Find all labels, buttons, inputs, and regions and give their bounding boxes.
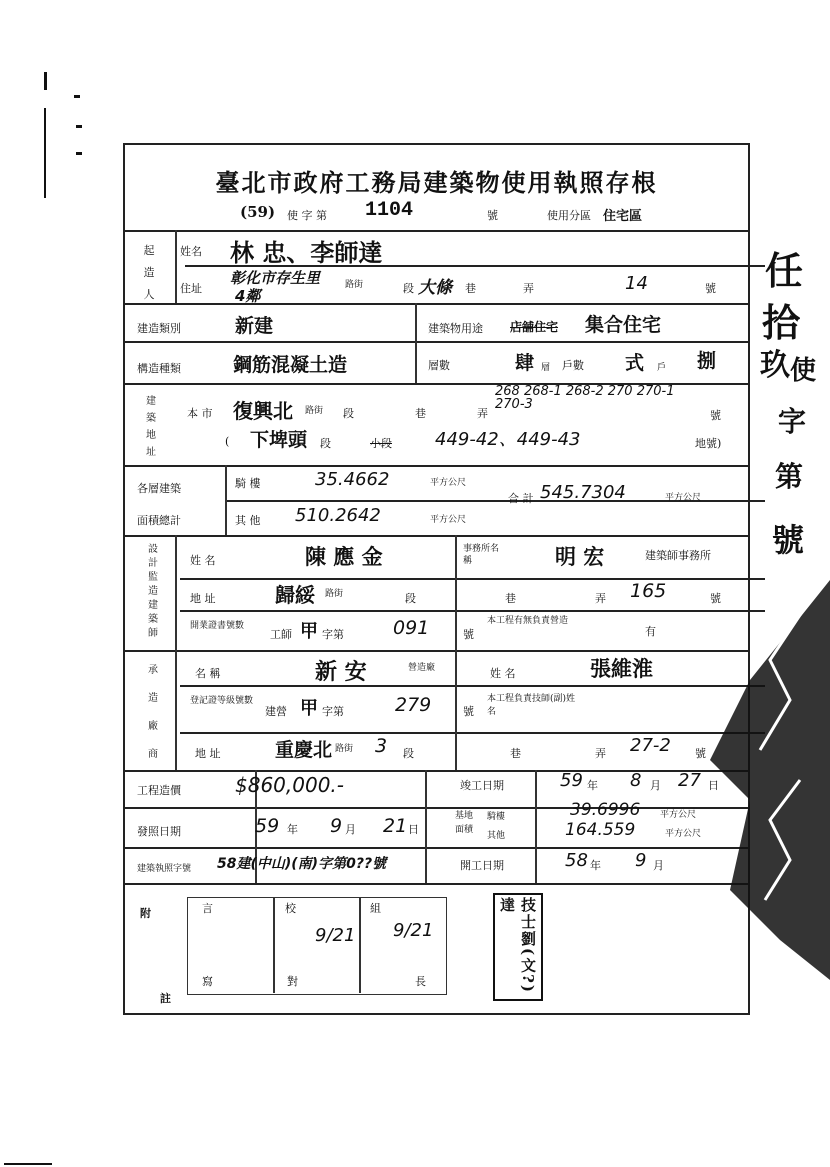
contractor-person-value: 張維淮: [590, 657, 653, 681]
contractor-address-label: 地 址: [195, 747, 221, 760]
approval-stamp: 技士劉(文?)達: [493, 893, 543, 1001]
side-mark: 字: [778, 405, 807, 438]
contractor-reg-mid: 字第: [322, 705, 344, 718]
building-use-struck: 店舖住宅: [510, 320, 559, 334]
site-city-prefix: 本 市: [187, 407, 213, 420]
owner-address-city: 彰化市存生里: [230, 269, 321, 287]
area-floor-value: 35.4662: [315, 469, 390, 490]
area-label-line2: 面積總計: [137, 514, 181, 527]
permit-prefix: 使 字 第: [287, 209, 327, 222]
other-area-label: 其他: [487, 831, 506, 841]
area-unit-other: 平方公尺: [665, 829, 702, 839]
owner-name-value: 林 忠、李師達: [230, 239, 383, 267]
form-title: 臺北市政府工務局建築物使用執照存根: [215, 168, 658, 197]
designer-responsible-label: 本工程有無負責營造: [487, 616, 569, 626]
completion-month: 8: [630, 770, 642, 791]
other-area-value: 164.559: [565, 820, 636, 840]
building-use-value: 集合住宅: [585, 314, 662, 336]
structure-label: 構造種類: [137, 362, 181, 375]
side-mark: 使: [790, 356, 817, 386]
side-mark: 第: [775, 460, 804, 493]
start-label: 開工日期: [460, 859, 504, 872]
permit-number: 1104: [365, 199, 414, 222]
designer-license-suffix: 號: [463, 628, 474, 641]
site-number-upper: 268 268-1 268-2 270 270-1 270-3: [495, 384, 675, 412]
site-alley-unit: 弄: [477, 407, 488, 420]
ink-smudge: [690, 560, 830, 980]
notes-col3-bottom: 長: [415, 975, 426, 988]
site-lot-numbers: 449-42、449-43: [435, 429, 581, 450]
owner-road-label: 路街: [345, 280, 364, 290]
permit-suffix: 號: [487, 209, 498, 222]
site-lot-area: 下埤頭: [250, 429, 308, 451]
designer-number-unit: 號: [710, 592, 721, 605]
contractor-lane-unit: 巷: [510, 747, 521, 760]
margin-mark: [76, 152, 82, 155]
designer-license-number: 091: [393, 617, 430, 639]
permit-value: 58建(中山)(南)字第0??號: [217, 856, 387, 872]
side-mark: 任: [765, 249, 804, 293]
owner-section-label: 起造人: [143, 244, 155, 301]
contractor-section-unit: 段: [403, 747, 414, 760]
owner-house-number: 14: [625, 273, 648, 294]
owner-name-label: 姓名: [180, 245, 202, 258]
contractor-reg-suffix: 號: [463, 705, 474, 718]
notes-col1-bottom: 寫: [202, 975, 213, 988]
construction-type-value: 新建: [235, 315, 274, 337]
designer-address-number: 165: [630, 580, 667, 602]
owner-section-unit: 段: [403, 282, 414, 295]
completion-day: 27: [678, 770, 701, 791]
owner-alley-label: 弄: [523, 282, 534, 295]
construction-type-label: 建造類別: [137, 322, 181, 335]
site-number-unit: 號: [710, 409, 721, 422]
contractor-reg-grade: 甲: [300, 698, 318, 719]
arcade-label: 騎樓: [487, 812, 506, 822]
area-unit-2: 平方公尺: [430, 515, 467, 525]
owner-address-label: 住址: [180, 282, 202, 295]
designer-section-unit: 段: [405, 592, 416, 605]
margin-mark: [76, 125, 82, 128]
designer-office-suffix: 建築師事務所: [645, 549, 711, 562]
floors-label: 層數: [428, 359, 450, 372]
area-floor-label: 騎 樓: [235, 477, 261, 490]
site-label: 建築地址: [146, 396, 156, 458]
side-mark: 拾: [762, 301, 801, 345]
households-label: 戶數: [562, 359, 584, 372]
owner-lane-label: 巷: [465, 282, 476, 295]
designer-name-value: 陳 應 金: [305, 545, 383, 569]
contractor-number-unit: 號: [695, 747, 706, 760]
designer-lane-unit: 巷: [505, 592, 516, 605]
designer-address-road: 歸綏: [275, 583, 315, 607]
designer-license-mid: 字第: [322, 628, 344, 641]
floors-value: 肆: [515, 352, 535, 374]
site-road-unit: 路街: [305, 406, 324, 416]
start-year: 58: [565, 850, 588, 871]
notes-initial-1: 9/21: [315, 925, 356, 946]
issue-day: 21: [383, 815, 408, 837]
contractor-person-label: 姓 名: [490, 667, 516, 680]
area-unit-1: 平方公尺: [430, 478, 467, 488]
contractor-section-label: 承造廠商: [148, 665, 158, 760]
start-month-unit: 月: [653, 859, 664, 872]
margin-mark: [74, 95, 80, 98]
designer-office-value: 明 宏: [555, 545, 605, 569]
contractor-address-number: 27-2: [630, 735, 671, 756]
start-month: 9: [635, 850, 647, 871]
start-year-unit: 年: [590, 859, 601, 872]
designer-office-label: 事務所名稱: [463, 544, 500, 566]
cost-value: $860,000.-: [235, 773, 345, 797]
designer-name-label: 姓 名: [190, 554, 216, 567]
completion-year-unit: 年: [587, 779, 598, 792]
site-section-unit: 段: [343, 407, 354, 420]
permit-label: 建築執照字號: [137, 864, 192, 874]
issue-month: 9: [330, 815, 343, 837]
contractor-name-label: 名 稱: [195, 667, 221, 680]
notes-label-top: 附: [140, 907, 151, 920]
notes-label-bottom: 註: [160, 992, 171, 1005]
notes-col1-top: 言: [202, 902, 213, 915]
permit-form: [123, 143, 750, 1015]
issue-label: 發照日期: [137, 825, 181, 838]
floors-unit: 層: [541, 363, 551, 373]
designer-section-label: 設計監造建築師: [148, 544, 158, 639]
contractor-name-value: 新 安: [315, 660, 367, 685]
area-unit-3: 平方公尺: [665, 493, 702, 503]
completion-month-unit: 月: [650, 779, 661, 792]
site-road-value: 復興北: [233, 399, 293, 423]
cost-label: 工程造價: [137, 784, 181, 797]
side-mark: 玖: [760, 348, 790, 383]
contractor-alley-unit: 弄: [595, 747, 606, 760]
designer-license-label: 開業證書號數: [190, 621, 245, 631]
notes-initial-2: 9/21: [393, 920, 434, 941]
households-extra: 捌: [697, 350, 717, 372]
notes-col2-top: 校: [285, 902, 296, 915]
contractor-tech-label: 本工程負責技師(副)姓名: [487, 694, 576, 717]
owner-address-neighborhood: 4鄰: [235, 287, 261, 305]
site-lot-prefix: (: [225, 435, 230, 448]
contractor-reg-number: 279: [395, 694, 432, 716]
site-lane-unit: 巷: [415, 407, 426, 420]
contractor-reg-label: 登記證等級號數: [190, 696, 254, 706]
issue-day-unit: 日: [408, 823, 419, 836]
notes-col2-bottom: 對: [287, 975, 298, 988]
building-use-label: 建築物用途: [428, 322, 483, 335]
households-unit: 戶: [657, 363, 667, 373]
owner-number-label: 號: [705, 282, 716, 295]
designer-license-grade: 甲: [300, 621, 318, 642]
designer-road-unit: 路街: [325, 589, 344, 599]
owner-lane-value: 大條: [418, 278, 452, 298]
contractor-name-suffix: 營造廠: [408, 663, 436, 673]
completion-year: 59: [560, 770, 583, 791]
structure-value: 鋼筋混凝土造: [233, 354, 348, 376]
contractor-road-unit: 路街: [335, 744, 354, 754]
arcade-value: 39.6996: [570, 800, 641, 820]
issue-year-unit: 年: [287, 823, 298, 836]
contractor-reg-prefix: 建營: [265, 705, 287, 718]
site-lot-suffix: 地號): [695, 437, 722, 450]
side-mark: 號: [772, 521, 805, 559]
completion-label: 竣工日期: [460, 779, 504, 792]
designer-address-label: 地 址: [190, 592, 216, 605]
area-other-label: 其 他: [235, 514, 261, 527]
households-value: 式: [625, 352, 645, 374]
designer-responsible-value: 有: [645, 625, 656, 638]
area-label-line1: 各層建築: [137, 482, 181, 495]
area-unit-arcade: 平方公尺: [660, 810, 697, 820]
issue-month-unit: 月: [345, 823, 356, 836]
area-other-value: 510.2642: [295, 505, 381, 526]
margin-mark: [4, 1163, 52, 1165]
margin-mark: [44, 108, 46, 198]
notes-col3-top: 組: [370, 902, 381, 915]
contractor-address-road: 重慶北: [275, 739, 333, 761]
site-lot-struck: 小段: [370, 437, 392, 450]
margin-mark: [44, 72, 47, 90]
designer-alley-unit: 弄: [595, 592, 606, 605]
notes-box: [187, 897, 447, 995]
area-total-label: 合 計: [508, 492, 534, 505]
site-area-label: 基地面積: [455, 811, 474, 835]
year-label: (59): [240, 203, 276, 221]
contractor-address-section: 3: [375, 735, 388, 757]
zone-label: 使用分區: [547, 209, 591, 222]
issue-year: 59: [255, 815, 280, 837]
completion-day-unit: 日: [708, 779, 719, 792]
zone-value: 住宅區: [603, 209, 643, 224]
area-total-value: 545.7304: [540, 482, 626, 503]
site-lot-area-unit: 段: [320, 437, 331, 450]
designer-license-prefix: 工師: [270, 628, 292, 641]
